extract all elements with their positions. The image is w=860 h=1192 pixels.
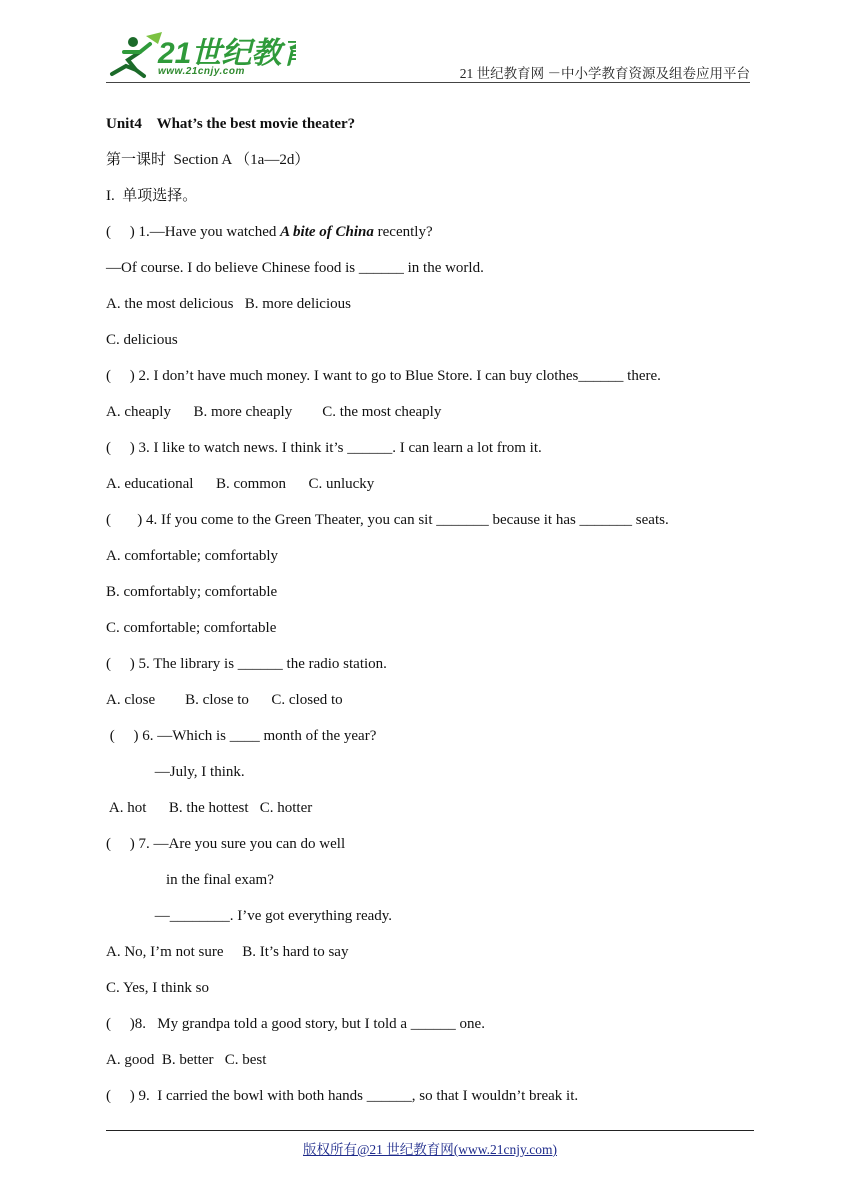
- question-3-stem: ( ) 3. I like to watch news. I think it’s ______. I can learn a lot from it.: [106, 440, 542, 456]
- question-7-option-c: C. Yes, I think so: [106, 980, 209, 996]
- question-6-stem: ( ) 6. —Which is ____ month of the year?: [106, 728, 377, 744]
- question-7-dialog: —________. I’ve got everything ready.: [106, 908, 393, 924]
- logo-url: www.21cnjy.com: [158, 66, 245, 77]
- logo-text: 21世纪教: [158, 37, 282, 70]
- header-site-name: 21 世纪教育网 －中小学教育资源及组卷应用平台: [459, 66, 750, 81]
- question-8-stem: ( )8. My grandpa told a good story, but I told a ______ one.: [106, 1016, 485, 1032]
- question-8-options: A. good B. better C. best: [106, 1052, 267, 1068]
- question-5-options: A. close B. close to C. closed to: [106, 692, 343, 708]
- q1-text-pre: ( ) 1.—Have you watched: [106, 224, 281, 240]
- unit-title: Unit4 What’s the best movie theater?: [106, 116, 356, 132]
- page-header: [106, 30, 750, 82]
- question-1-options: A. the most delicious B. more delicious: [106, 296, 351, 312]
- question-7-stem: ( ) 7. —Are you sure you can do well: [106, 836, 346, 852]
- footer-divider: [106, 1130, 754, 1131]
- question-4-option-c: C. comfortable; comfortable: [106, 620, 277, 636]
- question-5-stem: ( ) 5. The library is ______ the radio station.: [106, 656, 387, 672]
- question-2-options: A. cheaply B. more cheaply C. the most cheaply: [106, 404, 442, 420]
- question-4-stem: ( ) 4. If you come to the Green Theater, you can sit _______ because it has _______ seats.: [106, 512, 669, 528]
- footer-copyright-link[interactable]: 版权所有@21 世纪教育网(www.21cnjy.com): [302, 1142, 558, 1157]
- question-1-option-c: C. delicious: [106, 332, 178, 348]
- question-3-options: A. educational B. common C. unlucky: [106, 476, 375, 492]
- q1-show-title: A bite of China: [280, 224, 374, 240]
- section-heading: I. 单项选择。: [106, 188, 198, 204]
- question-1-dialog: —Of course. I do believe Chinese food is ______ in the world.: [106, 260, 484, 276]
- lesson-subtitle: 第一课时 Section A （1a—2d）: [106, 152, 310, 168]
- question-6-options: A. hot B. the hottest C. hotter: [106, 800, 313, 816]
- question-9-stem: ( ) 9. I carried the bowl with both hands ______, so that I wouldn’t break it.: [106, 1088, 579, 1104]
- question-4-option-b: B. comfortably; comfortable: [106, 584, 278, 600]
- question-6-dialog: —July, I think.: [106, 764, 245, 780]
- question-1-stem: [106, 223, 433, 241]
- question-7-stem-cont: in the final exam?: [106, 872, 274, 888]
- question-4-option-a: A. comfortable; comfortably: [106, 548, 279, 564]
- question-2-stem: ( ) 2. I don’t have much money. I want to go to Blue Store. I can buy clothes______ there.: [106, 368, 661, 384]
- site-logo: [106, 30, 296, 82]
- q1-text-post: recently?: [373, 224, 433, 240]
- header-divider: [106, 82, 750, 83]
- question-7-options: A. No, I’m not sure B. It’s hard to say: [106, 944, 349, 960]
